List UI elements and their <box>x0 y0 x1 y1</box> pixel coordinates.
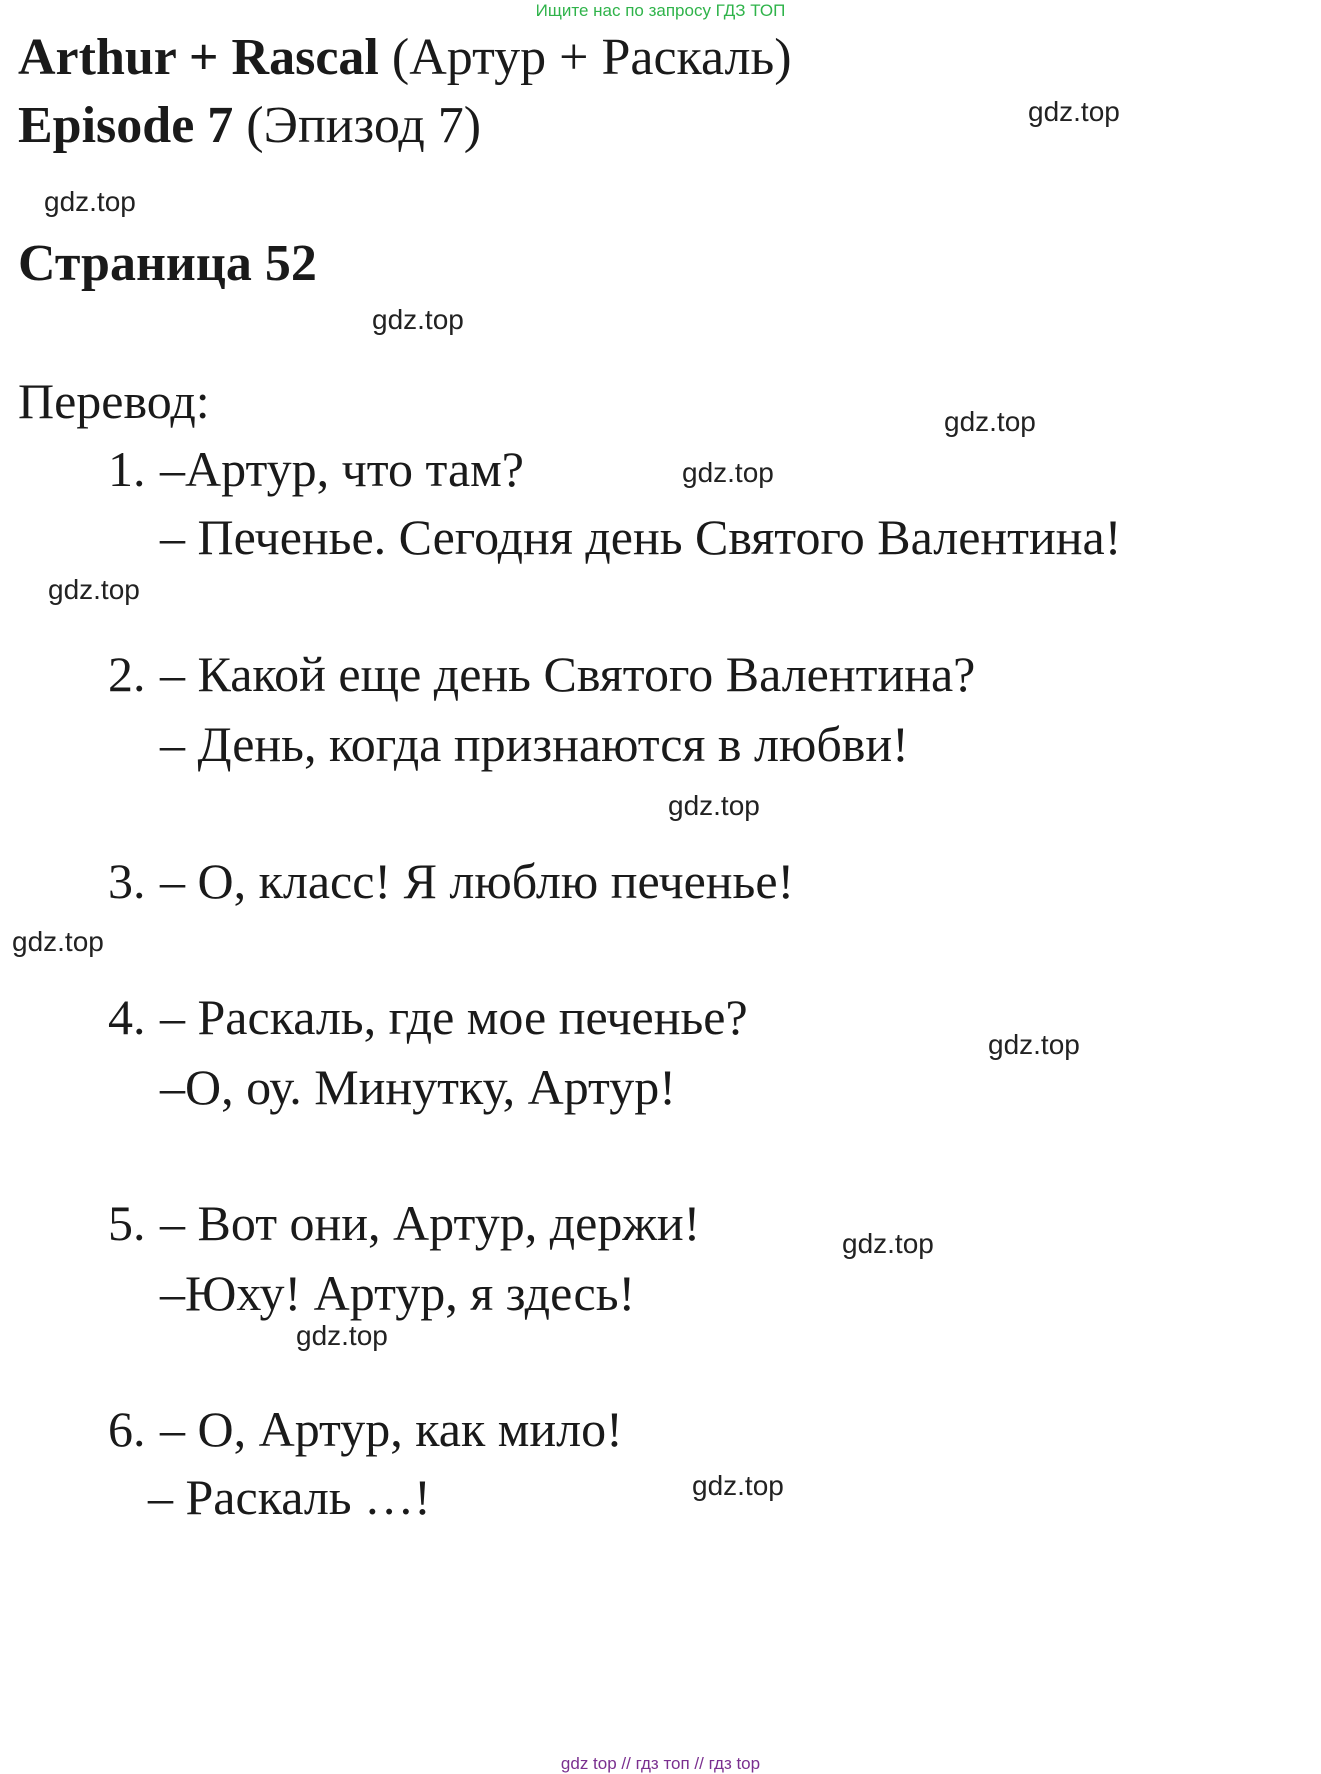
book-title <box>18 26 792 90</box>
item-number: 5. <box>108 1195 146 1251</box>
watermark: gdz.top <box>372 304 464 335</box>
item-number: 1. <box>108 441 146 497</box>
watermark: gdz.top <box>668 790 760 821</box>
item-line: – День, когда признаются в любви! <box>160 716 909 772</box>
item-line: – О, Артур, как мило! <box>160 1401 623 1457</box>
item-line: – Печенье. Сегодня день Святого Валентина! <box>160 509 1122 565</box>
item-line: – Раскаль …! <box>148 1469 431 1525</box>
watermark: gdz.top <box>988 1029 1080 1060</box>
item-line: – Какой еще день Святого Валентина? <box>160 646 976 702</box>
item-line: – Вот они, Артур, держи! <box>160 1195 701 1251</box>
watermark: gdz.top <box>48 574 140 605</box>
watermark: gdz.top <box>692 1470 784 1501</box>
item-line: – О, класс! Я люблю печенье! <box>160 853 795 909</box>
episode-title-main: Episode 7 <box>18 97 234 154</box>
episode-title-translation: (Эпизод 7) <box>246 97 482 154</box>
item-number: 3. <box>108 853 146 909</box>
item-line: –Артур, что там? <box>160 441 524 497</box>
watermark: gdz.top <box>1028 96 1120 127</box>
watermark: gdz.top <box>842 1228 934 1259</box>
item-number: 2. <box>108 646 146 702</box>
item-line: –О, оу. Минутку, Артур! <box>160 1059 676 1115</box>
book-title-main: Arthur + Rascal <box>18 29 379 86</box>
item-line: – Раскаль, где мое печенье? <box>160 989 748 1045</box>
episode-title <box>18 94 481 158</box>
page-heading: Страница 52 <box>18 235 317 292</box>
book-title-translation: (Артур + Раскаль) <box>391 29 792 86</box>
item-number: 6. <box>108 1401 146 1457</box>
watermark: gdz.top <box>296 1320 388 1351</box>
watermark: gdz.top <box>44 186 136 217</box>
translation-label: Перевод: <box>18 373 210 429</box>
watermark: gdz.top <box>682 457 774 488</box>
item-number: 4. <box>108 989 146 1045</box>
top-banner: Ищите нас по запросу ГДЗ ТОП <box>535 1 786 20</box>
watermark: gdz.top <box>12 926 104 957</box>
watermark: gdz.top <box>944 406 1036 437</box>
item-line: –Юху! Артур, я здесь! <box>160 1265 636 1321</box>
footer: gdz top // гдз топ // гдз top <box>560 1754 761 1773</box>
